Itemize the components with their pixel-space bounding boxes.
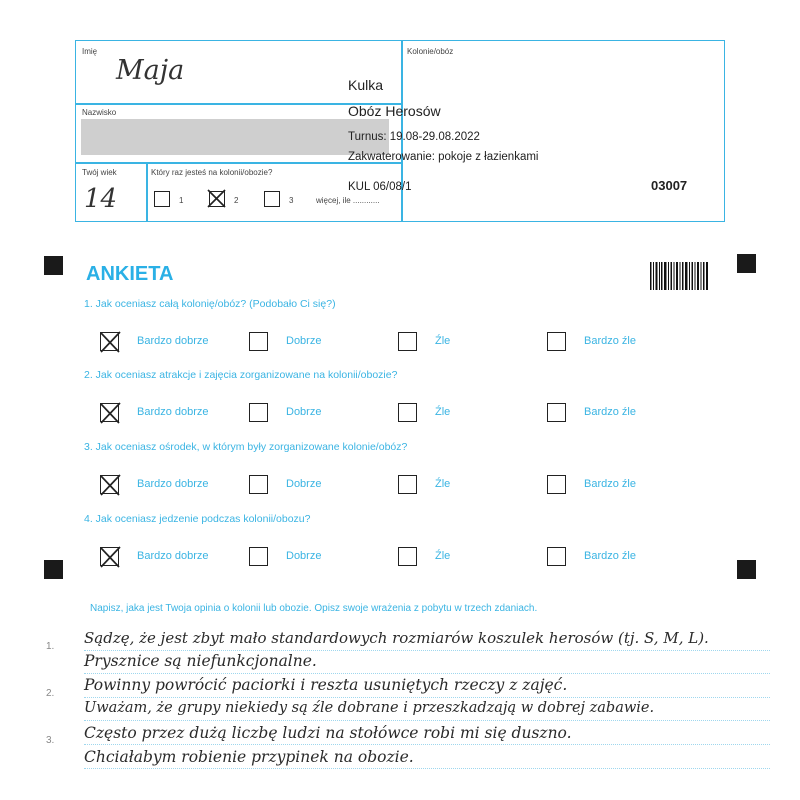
rating-checkbox[interactable] [100, 332, 119, 351]
which-time-option-2: 2 [234, 196, 239, 205]
rating-option-label: Dobrze [286, 478, 322, 490]
rating-checkbox[interactable] [249, 547, 268, 566]
form-number: 03007 [651, 178, 688, 193]
question-text: 3. Jak oceniasz ośrodek, w którym były zorganizowane kolonie/obóz? [84, 441, 408, 453]
header-divider [146, 162, 148, 221]
rating-checkbox[interactable] [547, 332, 566, 351]
rating-option-label: Źle [435, 406, 451, 418]
registration-marker [737, 254, 756, 273]
rating-option-label: Bardzo dobrze [137, 406, 209, 418]
age-label: Twój wiek [82, 168, 117, 177]
rating-checkbox[interactable] [249, 403, 268, 422]
rating-option-label: Bardzo źle [584, 406, 636, 418]
camp-subtitle: Obóz Herosów [348, 103, 441, 119]
answer-line [84, 673, 770, 674]
which-time-more: więcej, ile ............ [316, 196, 380, 205]
rating-checkbox[interactable] [100, 547, 119, 566]
which-time-option-1: 1 [179, 196, 184, 205]
surname-label: Nazwisko [82, 108, 117, 117]
which-time-checkbox-2[interactable] [209, 191, 225, 207]
which-time-checkbox-3[interactable] [264, 191, 280, 207]
question-text: 2. Jak oceniasz atrakcje i zajęcia zorganizowane na kolonii/obozie? [84, 369, 398, 381]
handwritten-answer: Powinny powrócić paciorki i reszta usuniętych rzeczy z zajęć. [84, 676, 568, 694]
camp-label: Kolonie/obóz [407, 47, 454, 56]
rating-option-label: Bardzo źle [584, 478, 636, 490]
answer-line [84, 650, 770, 651]
answer-line [84, 720, 770, 721]
rating-checkbox[interactable] [100, 475, 119, 494]
cross-mark-icon [99, 474, 122, 497]
line-number: 1. [46, 641, 55, 652]
question-text: 1. Jak oceniasz całą kolonię/obóz? (Podobało Ci się?) [84, 298, 336, 310]
rating-option-label: Źle [435, 335, 451, 347]
rating-option-label: Bardzo dobrze [137, 478, 209, 490]
handwritten-answer: Chciałabym robienie przypinek na obozie. [84, 748, 414, 766]
barcode-icon [650, 262, 708, 290]
which-time-checkbox-1[interactable] [154, 191, 170, 207]
cross-mark-icon [207, 189, 227, 209]
handwritten-answer: Często przez dużą liczbę ludzi na stołówce robi mi się duszno. [84, 724, 572, 742]
rating-checkbox[interactable] [547, 403, 566, 422]
rating-option-label: Dobrze [286, 406, 322, 418]
rating-option-label: Dobrze [286, 335, 322, 347]
surname-redaction [81, 119, 389, 155]
handwritten-answer: Prysznice są niefunkcjonalne. [84, 652, 317, 670]
rating-checkbox[interactable] [398, 547, 417, 566]
registration-marker [737, 560, 756, 579]
camp-code: KUL 06/08/1 [348, 181, 412, 193]
rating-checkbox[interactable] [100, 403, 119, 422]
registration-marker [44, 256, 63, 275]
opinion-prompt: Napisz, jaka jest Twoja opinia o kolonii lub obozie. Opisz swoje wrażenia z pobytu w trzech zdaniach. [90, 603, 538, 614]
handwritten-answer: Uważam, że grupy niekiedy są źle dobrane i przeszkadzają w dobrej zabawie. [84, 700, 655, 716]
name-label: Imię [82, 47, 98, 56]
cross-mark-icon [99, 331, 122, 354]
accommodation: Zakwaterowanie: pokoje z łazienkami [348, 151, 539, 163]
camp-name: Kulka [348, 77, 384, 93]
name-value: Maja [116, 55, 185, 86]
answer-line [84, 697, 770, 698]
rating-option-label: Źle [435, 478, 451, 490]
question-text: 4. Jak oceniasz jedzenie podczas kolonii/obozu? [84, 513, 311, 525]
age-value: 14 [84, 184, 118, 214]
line-number: 3. [46, 735, 55, 746]
rating-option-label: Źle [435, 550, 451, 562]
rating-option-label: Bardzo źle [584, 335, 636, 347]
rating-checkbox[interactable] [398, 403, 417, 422]
line-number: 2. [46, 688, 55, 699]
rating-option-label: Bardzo źle [584, 550, 636, 562]
which-time-label: Który raz jesteś na kolonii/obozie? [151, 168, 273, 177]
answer-line [84, 768, 770, 769]
rating-option-label: Dobrze [286, 550, 322, 562]
survey-title: ANKIETA [86, 263, 174, 285]
rating-option-label: Bardzo dobrze [137, 335, 209, 347]
rating-checkbox[interactable] [249, 475, 268, 494]
rating-checkbox[interactable] [398, 332, 417, 351]
answer-line [84, 744, 770, 745]
which-time-option-3: 3 [289, 196, 294, 205]
turnus: Turnus: 19.08-29.08.2022 [348, 131, 480, 143]
rating-checkbox[interactable] [398, 475, 417, 494]
cross-mark-icon [99, 546, 122, 569]
rating-option-label: Bardzo dobrze [137, 550, 209, 562]
rating-checkbox[interactable] [547, 547, 566, 566]
rating-checkbox[interactable] [249, 332, 268, 351]
cross-mark-icon [99, 402, 122, 425]
header-box [75, 40, 725, 222]
rating-checkbox[interactable] [547, 475, 566, 494]
handwritten-answer: Sądzę, że jest zbyt mało standardowych rozmiarów koszulek herosów (tj. S, M, L). [84, 629, 709, 647]
registration-marker [44, 560, 63, 579]
